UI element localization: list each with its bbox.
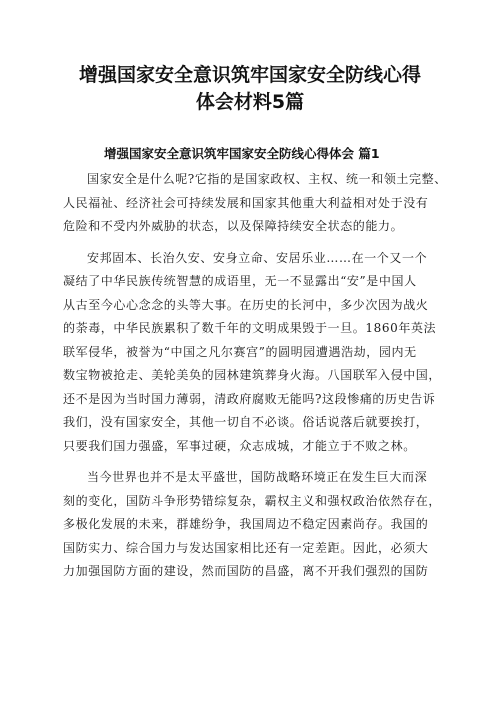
paragraph-line: 危险和不受内外威胁的状态，以及保障持续安全状态的能力。 [63, 219, 404, 233]
document-title [40, 62, 460, 116]
body-text [63, 168, 447, 592]
paragraph-line: 国家安全是什么呢?它指的是国家政权、主权、统一和领土完整、 [87, 172, 447, 186]
paragraph-line: 还不是因为当时国力薄弱，清政府腐败无能吗?这段惨痛的历史告诉 [63, 391, 436, 406]
section-heading: 增强国家安全意识筑牢国家安全防线心得体会 篇1 [104, 146, 380, 161]
paragraph-line: 的荼毒，中华民族累积了数千年的文明成果毁于一旦。1860年英法 [63, 321, 437, 335]
paragraph-line: 人民福祉、经济社会可持续发展和国家其他重大利益相对处于没有 [63, 195, 429, 210]
paragraph-line: 联军侵华，被誉为“中国之凡尔赛宫”的圆明园遭遇浩劫，园内无 [63, 344, 417, 359]
paragraph-line: 当今世界也并不是太平盛世，国防战略环境正在发生巨大而深 [87, 470, 428, 484]
paragraph-line: 多极化发展的未来，群雄纷争，我国周边不稳定因素尚存。我国的 [63, 517, 429, 531]
paragraph [63, 466, 443, 584]
paragraph-line: 只要我们国力强盛，军事过硬，众志成城，才能立于不败之林。 [63, 438, 416, 453]
paragraph-line: 从古至今心心念念的头等大事。在历史的长河中，多少次因为战火 [63, 297, 429, 312]
document-title-line-2: 体会材料5篇 [195, 91, 305, 113]
paragraph-line: 安邦固本、长治久安、安身立命、安居乐业……在一个又一个 [87, 250, 428, 265]
paragraph-line: 国防实力、综合国力与发达国家相比还有一定差距。因此，必须大 [63, 540, 429, 555]
paragraph-line: 我们，没有国家安全，其他一切自不必谈。俗话说落后就要挨打， [63, 415, 429, 429]
document-title-line-1: 增强国家安全意识筑牢国家安全防线心得 [78, 64, 421, 86]
paragraph [63, 247, 443, 459]
paragraph-line: 数宝物被抢走、美轮美奂的园林建筑葬身火海。八国联军入侵中国， [63, 368, 442, 382]
paragraph [63, 168, 447, 239]
paragraph-line: 刻的变化，国防斗争形势错综复杂，霸权主义和强权政治依然存在， [63, 493, 442, 508]
paragraph-line: 凝结了中华民族传统智慧的成语里，无一不显露出“安”是中国人 [63, 274, 417, 288]
paragraph-line: 力加强国防方面的建设，然而国防的昌盛，离不开我们强烈的国防 [63, 564, 429, 578]
